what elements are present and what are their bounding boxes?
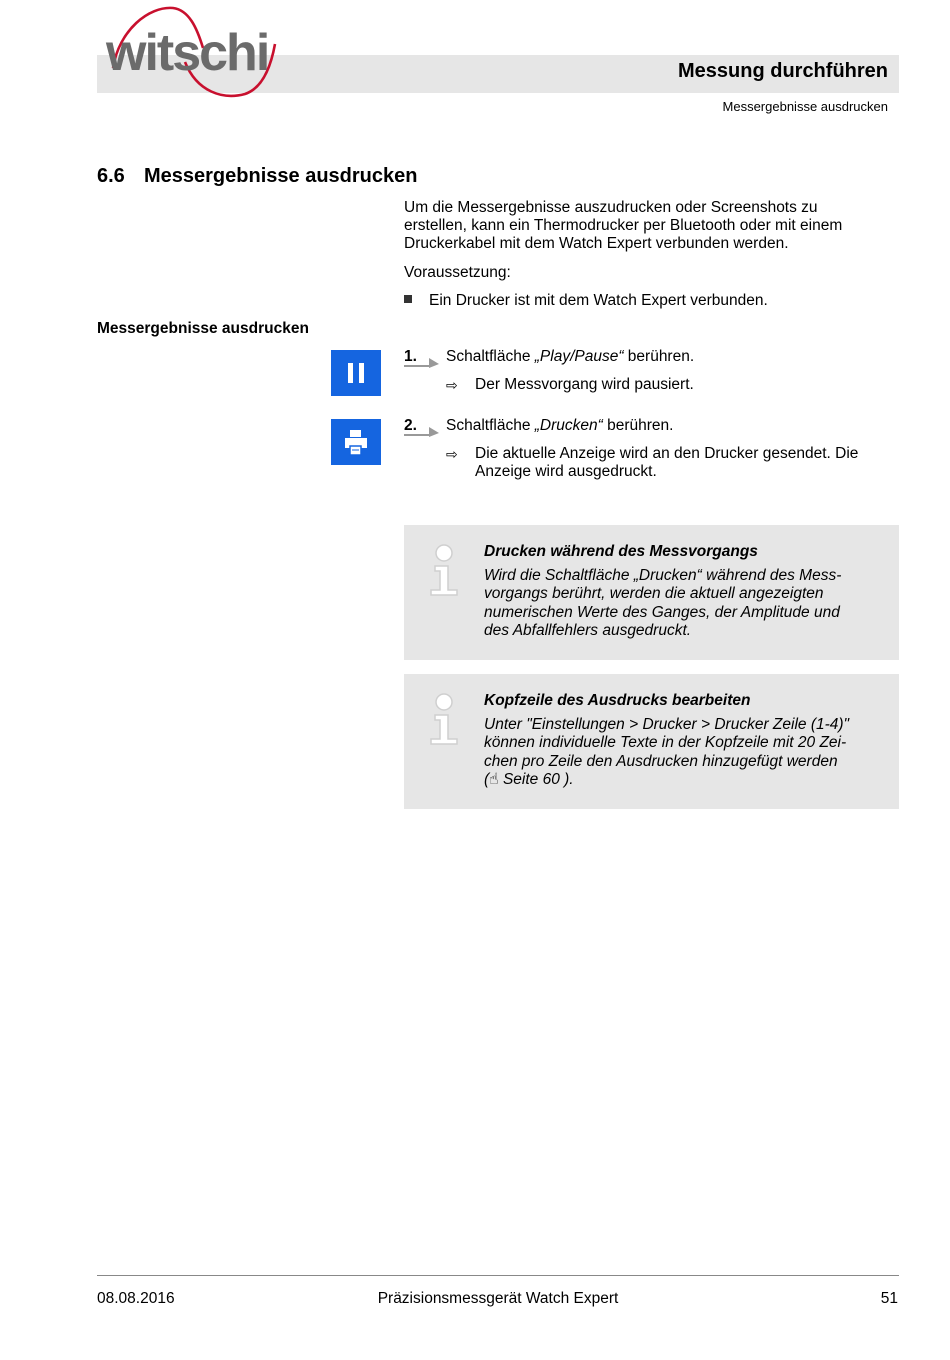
prerequisite-text: Ein Drucker ist mit dem Watch Expert verbunden. (429, 292, 768, 309)
section-title: Messergebnisse ausdrucken (144, 165, 418, 187)
step-prefix: Schaltfläche (446, 417, 535, 434)
footer-product: Präzisionsmessgerät Watch Expert (377, 1290, 619, 1307)
footer-divider (97, 1275, 899, 1276)
info-text (484, 567, 889, 640)
info-line: numerischen Werte des Ganges, der Amplitude und (484, 603, 840, 621)
info-icon (424, 544, 464, 596)
step-instruction (446, 348, 896, 366)
page-number: 51 (880, 1290, 898, 1307)
pause-icon (331, 350, 381, 396)
result-line: Anzeige wird ausgedruckt. (475, 463, 657, 480)
prerequisite-item (404, 292, 894, 310)
info-line: chen pro Zeile den Ausdrucken hinzugefügt werden (484, 752, 838, 770)
info-text (484, 716, 889, 789)
step-result (475, 445, 895, 481)
info-line: des Abfallfehlers ausgedruckt. (484, 621, 692, 639)
info-icon (424, 693, 464, 745)
intro-paragraph (404, 199, 894, 253)
step-arrow-icon (404, 424, 440, 438)
result-line: Die aktuelle Anzeige wird an den Drucker gesendet. Die (475, 445, 859, 462)
step-suffix: berühren. (623, 348, 695, 365)
info-title: Drucken während des Messvorgangs (484, 543, 758, 560)
bullet-square-icon (404, 295, 412, 303)
step-number: 1. (404, 348, 417, 365)
intro-line: Druckerkabel mit dem Watch Expert verbunden werden. (404, 235, 789, 252)
info-line: vorgangs berührt, werden die aktuell angezeigten (484, 585, 824, 603)
page-link[interactable]: Seite 60 (502, 770, 560, 788)
svg-text:witschi: witschi (106, 24, 269, 82)
side-heading: Messergebnisse ausdrucken (97, 320, 309, 337)
section-heading (97, 165, 417, 188)
step-instruction (446, 417, 896, 435)
step-button-name: „Drucken“ (534, 417, 603, 434)
step-prefix: Schaltfläche (446, 348, 535, 365)
result-line: Der Messvorgang wird pausiert. (475, 376, 694, 393)
info-line: (☝ Seite 60 ). (484, 770, 574, 788)
info-title: Kopfzeile des Ausdrucks bearbeiten (484, 692, 751, 709)
info-line: können individuelle Texte in der Kopfzeile mit 20 Zei- (484, 734, 847, 752)
intro-line: Um die Messergebnisse auszudrucken oder Screenshots zu (404, 199, 818, 216)
pointing-hand-icon: ☝ (489, 770, 499, 788)
step-arrow-icon (404, 355, 440, 369)
step-number: 2. (404, 417, 417, 434)
section-number: 6.6 (97, 165, 125, 187)
info-line: Unter "Einstellungen > Drucker > Drucker Zeile (1-4)" (484, 716, 850, 733)
step-button-name: „Play/Pause“ (534, 348, 624, 365)
chapter-title: Messung durchführen (677, 60, 888, 82)
result-arrow-icon: ⇨ (446, 377, 458, 393)
result-arrow-icon: ⇨ (446, 446, 458, 462)
printer-icon (331, 419, 381, 465)
intro-line: erstellen, kann ein Thermodrucker per Bluetooth oder mit einem (404, 217, 843, 234)
prerequisite-label: Voraussetzung: (404, 264, 511, 281)
step-result (475, 376, 895, 394)
info-line: Wird die Schaltfläche „Drucken“ während des Mess- (484, 567, 842, 584)
footer-date: 08.08.2016 (97, 1290, 175, 1307)
step-suffix: berühren. (602, 417, 674, 434)
section-subtitle: Messergebnisse ausdrucken (722, 99, 888, 114)
witschi-logo (105, 4, 277, 100)
